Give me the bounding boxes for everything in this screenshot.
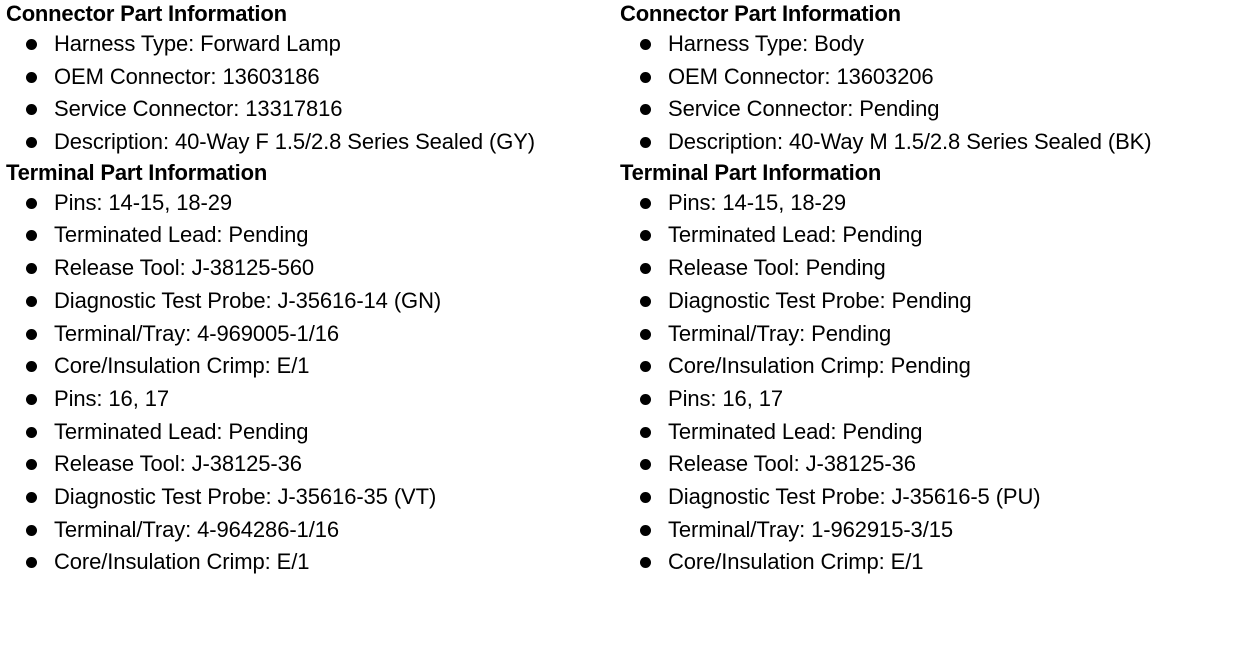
bullet-icon [640,525,651,536]
list-item: Diagnostic Test Probe: Pending [620,285,1244,318]
list-item: Terminated Lead: Pending [6,416,612,449]
bullet-icon [26,230,37,241]
left-terminal-group-2 [6,383,612,579]
right-connector-list [620,28,1244,159]
list-item: Pins: 16, 17 [6,383,612,416]
bullet-icon [640,492,651,503]
list-item: Diagnostic Test Probe: J-35616-14 (GN) [6,285,612,318]
list-item: Terminated Lead: Pending [620,416,1244,449]
list-item: Pins: 14-15, 18-29 [6,187,612,220]
bullet-icon [640,198,651,209]
left-terminal-group-1 [6,187,612,383]
list-item: OEM Connector: 13603186 [6,61,612,94]
list-item: Release Tool: J-38125-560 [6,252,612,285]
bullet-icon [640,557,651,568]
bullet-icon [26,427,37,438]
right-column [620,0,1244,579]
bullet-icon [26,72,37,83]
right-connector-heading: Connector Part Information [620,1,901,26]
bullet-icon [640,296,651,307]
list-item: Core/Insulation Crimp: E/1 [6,350,612,383]
list-item: Service Connector: Pending [620,93,1244,126]
bullet-icon [26,263,37,274]
list-item: OEM Connector: 13603206 [620,61,1244,94]
bullet-icon [640,263,651,274]
list-item: Terminal/Tray: 4-969005-1/16 [6,318,612,351]
bullet-icon [26,104,37,115]
list-item: Core/Insulation Crimp: E/1 [6,546,612,579]
bullet-icon [26,459,37,470]
list-item: Core/Insulation Crimp: E/1 [620,546,1244,579]
list-item: Release Tool: J-38125-36 [620,448,1244,481]
bullet-icon [26,198,37,209]
bullet-icon [640,230,651,241]
bullet-icon [640,459,651,470]
bullet-icon [26,525,37,536]
list-item: Release Tool: J-38125-36 [6,448,612,481]
bullet-icon [26,329,37,340]
bullet-icon [640,361,651,372]
bullet-icon [26,492,37,503]
list-item: Diagnostic Test Probe: J-35616-35 (VT) [6,481,612,514]
bullet-icon [26,296,37,307]
bullet-icon [640,394,651,405]
list-item: Terminal/Tray: Pending [620,318,1244,351]
list-item: Terminated Lead: Pending [6,219,612,252]
left-column [6,0,612,579]
bullet-icon [26,361,37,372]
left-connector-list [6,28,612,159]
list-item: Harness Type: Forward Lamp [6,28,612,61]
list-item: Description: 40-Way M 1.5/2.8 Series Sealed (BK) [620,126,1244,159]
list-item: Pins: 14-15, 18-29 [620,187,1244,220]
bullet-icon [26,557,37,568]
bullet-icon [26,394,37,405]
bullet-icon [26,137,37,148]
list-item: Terminated Lead: Pending [620,219,1244,252]
bullet-icon [640,427,651,438]
bullet-icon [640,137,651,148]
list-item: Core/Insulation Crimp: Pending [620,350,1244,383]
bullet-icon [640,39,651,50]
left-connector-heading: Connector Part Information [6,1,287,26]
right-terminal-heading: Terminal Part Information [620,159,882,185]
list-item: Diagnostic Test Probe: J-35616-5 (PU) [620,481,1244,514]
bullet-icon [640,72,651,83]
list-item: Pins: 16, 17 [620,383,1244,416]
right-terminal-group-2 [620,383,1244,579]
list-item: Terminal/Tray: 4-964286-1/16 [6,514,612,547]
right-terminal-group-1 [620,187,1244,383]
left-terminal-heading: Terminal Part Information [6,159,268,185]
bullet-icon [26,39,37,50]
bullet-icon [640,329,651,340]
list-item: Release Tool: Pending [620,252,1244,285]
list-item: Terminal/Tray: 1-962915-3/15 [620,514,1244,547]
bullet-icon [640,104,651,115]
list-item: Description: 40-Way F 1.5/2.8 Series Sealed (GY) [6,126,612,159]
list-item: Service Connector: 13317816 [6,93,612,126]
list-item: Harness Type: Body [620,28,1244,61]
